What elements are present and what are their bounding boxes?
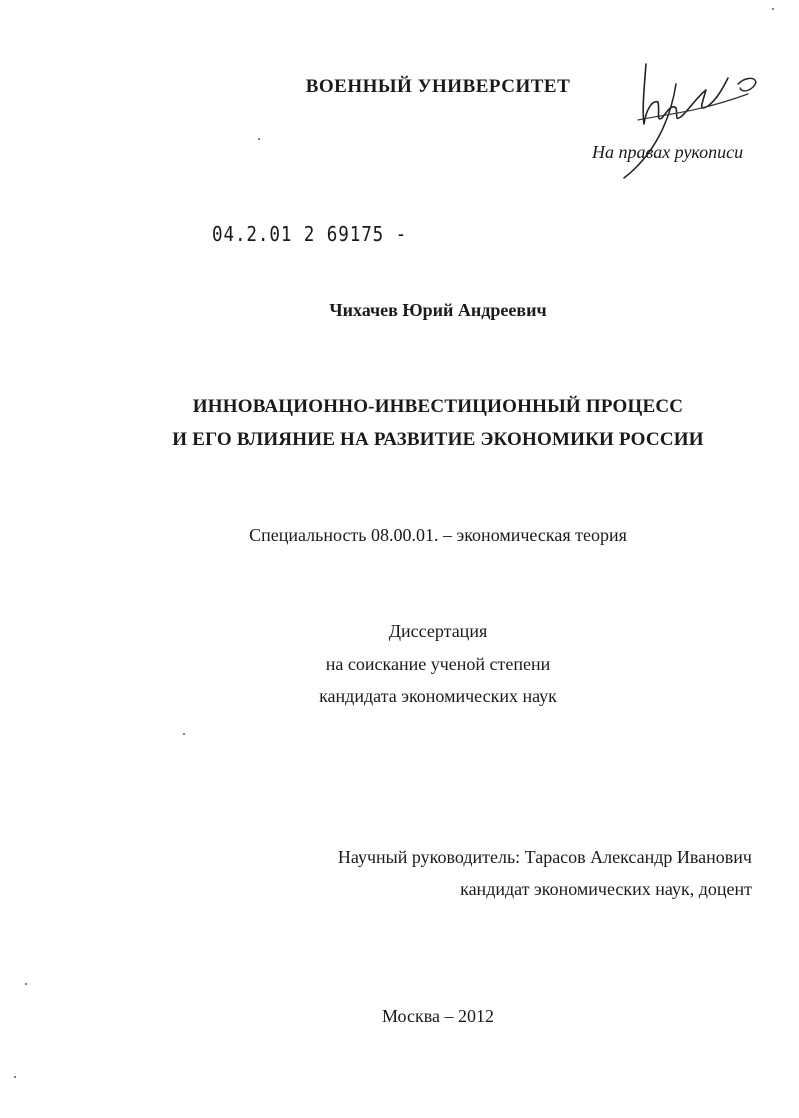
supervisor-name: Научный руководитель: Тарасов Александр Иванович <box>337 847 752 867</box>
manuscript-note: На правах рукописи <box>592 142 744 162</box>
degree-line: на соискание ученой степени <box>325 654 551 674</box>
registration-code: 04.2.01 2 69175 - <box>212 222 408 246</box>
dissertation-title-line-2: И ЕГО ВЛИЯНИЕ НА РАЗВИТИЕ ЭКОНОМИКИ РОССИИ <box>172 429 704 450</box>
scan-speck <box>258 138 260 140</box>
dissertation-title-line-1: ИННОВАЦИОННО-ИНВЕСТИЦИОННЫЙ ПРОЦЕСС <box>192 396 684 417</box>
scan-speck <box>772 8 774 10</box>
dissertation-label: Диссертация <box>388 621 488 641</box>
university-name: ВОЕННЫЙ УНИВЕРСИТЕТ <box>305 76 571 97</box>
scan-speck <box>183 733 185 735</box>
supervisor-degree: кандидат экономических наук, доцент <box>460 879 752 899</box>
degree-field-line: кандидата экономических наук <box>319 686 557 706</box>
specialty-line: Специальность 08.00.01. – экономическая теория <box>249 525 627 545</box>
author-name: Чихачев Юрий Андреевич <box>329 300 547 320</box>
handwritten-signature <box>598 50 778 190</box>
city-year: Москва – 2012 <box>382 1006 494 1026</box>
scan-speck <box>25 983 27 985</box>
scan-speck <box>14 1076 16 1078</box>
